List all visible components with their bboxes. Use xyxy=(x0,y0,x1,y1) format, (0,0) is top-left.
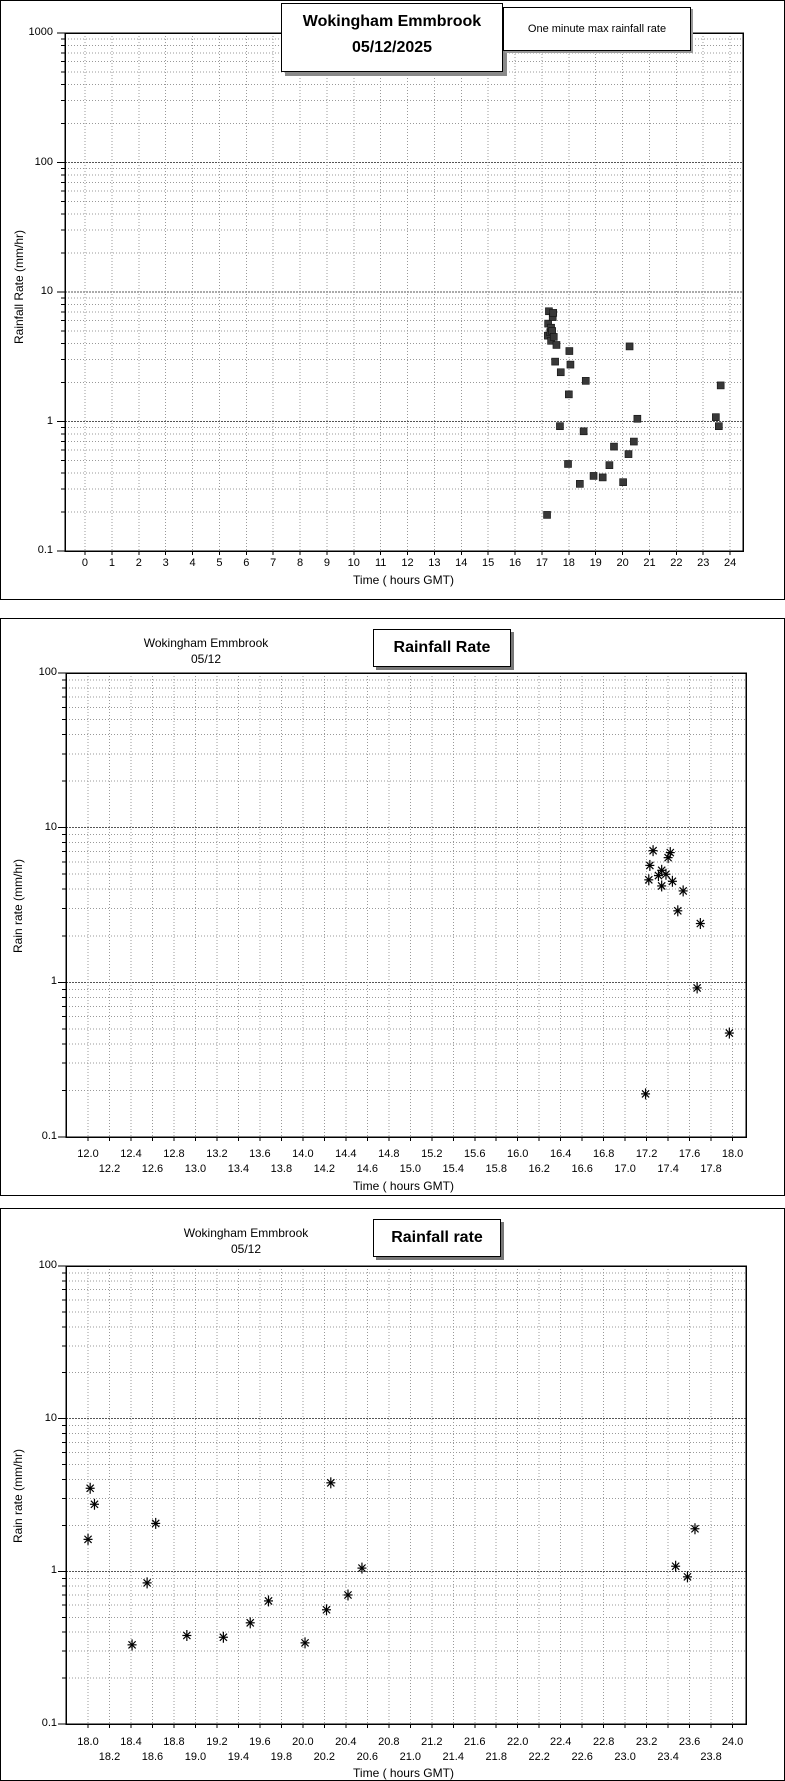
data-point xyxy=(666,847,675,858)
data-point xyxy=(322,1604,331,1615)
data-point xyxy=(693,982,702,993)
x-tick-label: 18.4 xyxy=(120,1736,142,1748)
plot-border xyxy=(66,1266,746,1724)
data-point xyxy=(182,1630,191,1641)
x-tick-label: 14.8 xyxy=(378,1148,400,1160)
data-point xyxy=(582,377,589,384)
y-tick-label: 100 xyxy=(38,1259,57,1271)
x-tick-label: 20.2 xyxy=(313,1751,336,1763)
chart-title-station: Wokingham Emmbrook xyxy=(302,13,482,30)
data-point xyxy=(264,1595,273,1606)
x-tick-label: 13.6 xyxy=(249,1148,271,1160)
y-tick-label: 1 xyxy=(50,975,57,988)
x-tick-label: 5 xyxy=(216,557,223,569)
chart-title-box: Rainfall rate xyxy=(373,1219,501,1257)
data-point xyxy=(668,876,677,887)
x-tick-label: 20.6 xyxy=(356,1751,379,1763)
y-tick-label: 100 xyxy=(34,155,53,168)
data-point xyxy=(86,1483,95,1494)
x-tick-label: 15.2 xyxy=(421,1148,443,1160)
x-tick-label: 18.0 xyxy=(721,1148,744,1160)
x-tick-label: 21.8 xyxy=(485,1751,507,1763)
data-point xyxy=(550,333,557,340)
data-point xyxy=(712,414,719,421)
x-tick-label: 23.8 xyxy=(700,1751,722,1763)
x-tick-label: 20.0 xyxy=(292,1736,314,1748)
x-tick-label: 21.2 xyxy=(421,1736,443,1748)
x-tick-label: 0 xyxy=(81,557,89,569)
x-tick-label: 24 xyxy=(723,557,737,569)
x-tick-label: 21.0 xyxy=(399,1751,422,1763)
data-point xyxy=(610,443,617,450)
data-point xyxy=(620,479,627,486)
plot-area xyxy=(1,619,785,1197)
x-tick-label: 22.0 xyxy=(507,1736,529,1748)
x-tick-label: 16.8 xyxy=(592,1148,615,1160)
data-point xyxy=(715,423,722,430)
x-tick-label: 20 xyxy=(616,557,629,569)
y-tick-label: 1 xyxy=(46,414,53,427)
data-point xyxy=(301,1637,310,1648)
x-tick-label: 17 xyxy=(535,557,549,569)
data-point xyxy=(565,391,572,398)
x-tick-label: 15.4 xyxy=(442,1163,464,1175)
x-tick-label: 18.2 xyxy=(98,1751,121,1763)
x-tick-label: 14.6 xyxy=(356,1163,379,1175)
x-tick-label: 18.0 xyxy=(77,1736,99,1748)
x-tick-label: 18.6 xyxy=(141,1751,164,1763)
plot-border xyxy=(66,673,746,1137)
x-tick-label: 16.2 xyxy=(528,1163,550,1175)
data-point xyxy=(717,382,724,389)
y-tick-label: 0.1 xyxy=(41,1130,57,1142)
x-tick-label: 22.6 xyxy=(571,1751,593,1763)
x-tick-label: 17.8 xyxy=(700,1163,722,1175)
data-point xyxy=(84,1534,93,1545)
x-tick-label: 21.6 xyxy=(464,1736,486,1748)
chart-header xyxy=(86,635,326,667)
data-point xyxy=(580,428,587,435)
y-axis-label: Rain rate (mm/hr) xyxy=(11,1449,25,1544)
data-point xyxy=(606,462,613,469)
x-tick-label: 9 xyxy=(323,557,330,569)
x-tick-label: 24.0 xyxy=(721,1736,744,1748)
x-tick-label: 23.0 xyxy=(614,1751,636,1763)
x-tick-label: 3 xyxy=(162,557,169,569)
data-point xyxy=(590,472,597,479)
x-tick-label: 19.0 xyxy=(184,1751,207,1763)
x-tick-label: 21.4 xyxy=(442,1751,464,1763)
x-tick-label: 22.4 xyxy=(549,1736,572,1748)
x-tick-label: 19.6 xyxy=(249,1736,271,1748)
x-tick-label: 16 xyxy=(508,557,522,569)
x-tick-label: 21 xyxy=(643,557,656,569)
y-tick-label: 1 xyxy=(50,1564,57,1577)
x-tick-label: 23.4 xyxy=(657,1751,679,1763)
x-tick-label: 7 xyxy=(270,557,277,569)
x-tick-label: 18.8 xyxy=(163,1736,185,1748)
chart-header-station: Wokingham Emmbrook xyxy=(183,1226,309,1240)
x-tick-label: 11 xyxy=(374,557,387,569)
data-point xyxy=(641,1088,650,1099)
data-point xyxy=(565,460,572,467)
data-point xyxy=(128,1639,137,1650)
data-point xyxy=(567,361,574,368)
chart-daily-max-rainfall xyxy=(0,0,785,600)
data-point xyxy=(143,1577,152,1588)
x-axis-label: Time ( hours GMT) xyxy=(353,1766,454,1780)
x-tick-label: 15 xyxy=(482,557,495,569)
x-tick-label: 12.4 xyxy=(120,1148,142,1160)
y-axis-label: Rain rate (mm/hr) xyxy=(11,859,25,954)
chart-header-station: Wokingham Emmbrook xyxy=(143,636,269,650)
x-tick-label: 19.2 xyxy=(206,1736,228,1748)
y-tick-label: 10 xyxy=(44,1411,57,1424)
data-point xyxy=(683,1571,692,1582)
x-tick-label: 20.8 xyxy=(378,1736,400,1748)
plot-area xyxy=(1,1209,785,1781)
x-tick-label: 15.8 xyxy=(485,1163,507,1175)
data-point xyxy=(219,1632,228,1643)
data-point xyxy=(550,309,557,316)
chart-title-date: 05/12/2025 xyxy=(351,39,433,56)
x-tick-label: 18 xyxy=(562,557,575,569)
y-tick-label: 0.1 xyxy=(41,1717,57,1729)
x-tick-label: 22.8 xyxy=(592,1736,615,1748)
data-point xyxy=(556,423,563,430)
data-point xyxy=(553,341,560,348)
x-tick-label: 4 xyxy=(189,557,196,569)
y-tick-label: 100 xyxy=(38,666,57,678)
chart-title-box: Rainfall Rate xyxy=(373,629,511,667)
x-axis-label: Time ( hours GMT) xyxy=(353,1179,454,1193)
data-point xyxy=(576,480,583,487)
data-point xyxy=(725,1028,734,1039)
x-tick-label: 14.2 xyxy=(313,1163,336,1175)
data-point xyxy=(326,1477,335,1488)
data-point xyxy=(599,474,606,481)
data-point xyxy=(246,1617,255,1628)
data-point xyxy=(673,905,682,916)
plot-area xyxy=(1,1,785,601)
x-tick-label: 22.2 xyxy=(528,1751,550,1763)
x-tick-label: 14.4 xyxy=(335,1148,357,1160)
chart-evening-detail xyxy=(0,1208,785,1781)
data-point xyxy=(357,1563,366,1574)
y-axis-label: Rainfall Rate (mm/hr) xyxy=(12,229,26,345)
data-point xyxy=(566,348,573,355)
x-tick-label: 16.6 xyxy=(571,1163,593,1175)
data-point xyxy=(679,885,688,896)
x-tick-label: 16.4 xyxy=(549,1148,572,1160)
x-tick-label: 13.2 xyxy=(206,1148,228,1160)
data-point xyxy=(625,451,632,458)
x-tick-label: 12.8 xyxy=(163,1148,185,1160)
x-tick-label: 13.0 xyxy=(184,1163,207,1175)
data-point xyxy=(690,1523,699,1534)
x-tick-label: 13.4 xyxy=(227,1163,250,1175)
data-point xyxy=(343,1589,352,1600)
data-point xyxy=(90,1499,99,1510)
data-point xyxy=(645,860,654,871)
x-tick-label: 10 xyxy=(347,557,360,569)
x-tick-label: 14.0 xyxy=(292,1148,314,1160)
x-tick-label: 12.0 xyxy=(77,1148,99,1160)
x-tick-label: 1 xyxy=(108,557,115,569)
y-tick-label: 1000 xyxy=(28,26,53,38)
chart-title-box xyxy=(281,3,503,72)
x-tick-label: 16.0 xyxy=(507,1148,529,1160)
chart-afternoon-detail xyxy=(0,618,785,1196)
x-tick-label: 12.2 xyxy=(98,1163,121,1175)
chart-header xyxy=(126,1225,366,1257)
data-point xyxy=(544,511,551,518)
y-tick-label: 10 xyxy=(40,285,53,297)
x-tick-label: 15.6 xyxy=(464,1148,486,1160)
y-tick-label: 10 xyxy=(44,820,57,833)
legend-info-box: One minute max rainfall rate xyxy=(503,7,691,51)
x-tick-label: 23.6 xyxy=(678,1736,701,1748)
x-tick-label: 14 xyxy=(455,557,468,569)
data-point xyxy=(644,874,653,885)
x-tick-label: 6 xyxy=(243,557,250,569)
data-point xyxy=(696,918,705,929)
data-point xyxy=(634,415,641,422)
x-tick-label: 22 xyxy=(670,557,683,569)
x-tick-label: 8 xyxy=(296,557,304,569)
x-tick-label: 19.8 xyxy=(270,1751,293,1763)
chart-header-date: 05/12 xyxy=(230,1242,262,1256)
x-tick-label: 15.0 xyxy=(399,1163,422,1175)
x-tick-label: 20.4 xyxy=(335,1736,357,1748)
x-tick-label: 13.8 xyxy=(270,1163,293,1175)
x-axis-label: Time ( hours GMT) xyxy=(353,573,454,587)
x-tick-label: 12 xyxy=(401,557,414,569)
x-tick-label: 17.0 xyxy=(614,1163,636,1175)
x-tick-label: 12.6 xyxy=(141,1163,164,1175)
x-tick-label: 2 xyxy=(135,557,142,569)
x-tick-label: 17.2 xyxy=(635,1148,658,1160)
x-tick-label: 17.6 xyxy=(678,1148,701,1160)
data-point xyxy=(671,1561,680,1572)
chart-header-date: 05/12 xyxy=(190,652,222,666)
data-point xyxy=(657,880,666,891)
x-tick-label: 23.2 xyxy=(635,1736,658,1748)
data-point xyxy=(552,358,559,365)
data-point xyxy=(557,369,564,376)
data-point xyxy=(151,1518,160,1529)
y-tick-label: 0.1 xyxy=(37,544,53,556)
data-point xyxy=(649,845,658,856)
x-tick-label: 13 xyxy=(428,557,441,569)
x-tick-label: 19.4 xyxy=(227,1751,250,1763)
x-tick-label: 19 xyxy=(589,557,602,569)
data-point xyxy=(630,438,637,445)
x-tick-label: 17.4 xyxy=(657,1163,679,1175)
data-point xyxy=(626,343,633,350)
x-tick-label: 23 xyxy=(697,557,710,569)
